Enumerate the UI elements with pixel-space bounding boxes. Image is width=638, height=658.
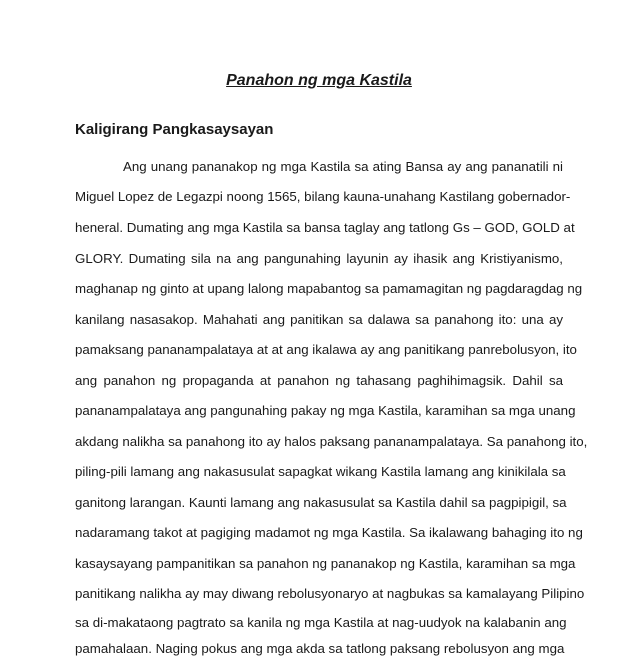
paragraph-line: GLORY. Dumating sila na ang pangunahing layunin ay ihasik ang Kristiyanismo, — [75, 251, 563, 266]
paragraph-line: ganitong larangan. Kaunti lamang ang nakasusulat sa Kastila dahil sa pagpipigil, sa — [75, 495, 567, 510]
paragraph-line: Ang unang pananakop ng mga Kastila sa ating Bansa ay ang pananatili ni — [123, 159, 563, 174]
section-heading: Kaligirang Pangkasaysayan — [75, 121, 274, 138]
paragraph-line: panitikang nalikha ay may diwang rebolusyonaryo at nagbukas sa kamalayang Pilipino — [75, 586, 585, 601]
paragraph-line: ang panahon ng propaganda at panahon ng tahasang paghihimagsik. Dahil sa — [75, 373, 563, 388]
paragraph-line: pamaksang pananampalataya at at ang ikalawa ay ang panitikang panrebolusyon, ito — [75, 342, 577, 357]
paragraph-line: Miguel Lopez de Legazpi noong 1565, bilang kauna-unahang Kastilang gobernador- — [75, 189, 571, 204]
paragraph-line: kasaysayang pampanitikan sa panahon ng pananakop ng Kastila, karamihan sa mga — [75, 556, 576, 571]
paragraph-line: nadaramang takot at pagiging madamot ng mga Kastila. Sa ikalawang bahaging ito ng — [75, 525, 583, 540]
paragraph-line: piling-pili lamang ang nakasusulat sapagkat wikang Kastila lamang ang kinikilala sa — [75, 464, 566, 479]
document-title: Panahon ng mga Kastila — [226, 72, 412, 89]
paragraph-line: heneral. Dumating ang mga Kastila sa bansa taglay ang tatlong Gs – GOD, GOLD at — [75, 220, 575, 235]
paragraph-line: akdang nalikha sa panahong ito ay halos paksang pananampalataya. Sa panahong ito, — [75, 434, 588, 449]
paragraph-line: kanilang nasasakop. Mahahati ang panitikan sa dalawa sa panahong ito: una ay — [75, 312, 563, 327]
paragraph-line: pamahalaan. Naging pokus ang mga akda sa tatlong paksang rebolusyon ang mga — [75, 641, 565, 656]
paragraph-line: maghanap ng ginto at upang lalong mapabantog sa pamamagitan ng pagdaragdag ng — [75, 281, 583, 296]
paragraph-line: pananampalataya ang pangunahing pakay ng mga Kastila, karamihan sa mga unang — [75, 403, 576, 418]
paragraph-line: sa di-makataong pagtrato sa kanila ng mga Kastila at nag-uudyok na kalabanin ang — [75, 615, 567, 630]
